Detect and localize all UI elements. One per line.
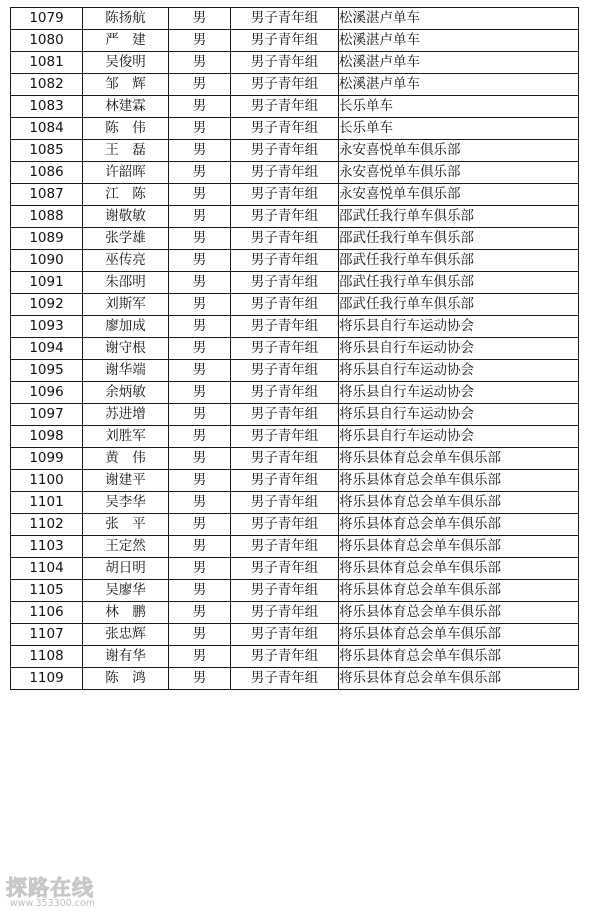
participant-name-cell: 严 建 (83, 30, 169, 52)
club-name-cell: 将乐县体育总会单车俱乐部 (339, 470, 579, 492)
bib-number-cell: 1081 (11, 52, 83, 74)
participant-name-cell: 吴李华 (83, 492, 169, 514)
club-name-cell: 将乐县体育总会单车俱乐部 (339, 558, 579, 580)
bib-number-cell: 1103 (11, 536, 83, 558)
participant-name-cell: 陈 伟 (83, 118, 169, 140)
club-name-cell: 将乐县自行车运动协会 (339, 338, 579, 360)
table-row (11, 228, 579, 250)
table-row (11, 580, 579, 602)
participant-name-cell: 胡日明 (83, 558, 169, 580)
bib-number-cell: 1105 (11, 580, 83, 602)
bib-number-cell: 1091 (11, 272, 83, 294)
age-group-cell: 男子青年组 (231, 624, 339, 646)
table-row (11, 448, 579, 470)
participant-name-cell: 巫传亮 (83, 250, 169, 272)
gender-cell: 男 (169, 558, 231, 580)
table-row (11, 272, 579, 294)
table-row (11, 360, 579, 382)
gender-cell: 男 (169, 184, 231, 206)
gender-cell: 男 (169, 96, 231, 118)
gender-cell: 男 (169, 668, 231, 690)
gender-cell: 男 (169, 316, 231, 338)
age-group-cell: 男子青年组 (231, 382, 339, 404)
club-name-cell: 将乐县自行车运动协会 (339, 404, 579, 426)
table-row (11, 162, 579, 184)
bib-number-cell: 1080 (11, 30, 83, 52)
gender-cell: 男 (169, 52, 231, 74)
table-row (11, 140, 579, 162)
participant-name-cell: 张学雄 (83, 228, 169, 250)
participant-table-body (11, 8, 579, 690)
watermark-url: www.353300.com (10, 898, 96, 909)
gender-cell: 男 (169, 514, 231, 536)
club-name-cell: 将乐县体育总会单车俱乐部 (339, 646, 579, 668)
age-group-cell: 男子青年组 (231, 338, 339, 360)
table-row (11, 426, 579, 448)
club-name-cell: 将乐县体育总会单车俱乐部 (339, 536, 579, 558)
bib-number-cell: 1107 (11, 624, 83, 646)
club-name-cell: 将乐县体育总会单车俱乐部 (339, 448, 579, 470)
participant-name-cell: 林 鹏 (83, 602, 169, 624)
gender-cell: 男 (169, 602, 231, 624)
participant-name-cell: 余炳敏 (83, 382, 169, 404)
gender-cell: 男 (169, 404, 231, 426)
club-name-cell: 将乐县体育总会单车俱乐部 (339, 514, 579, 536)
bib-number-cell: 1097 (11, 404, 83, 426)
participant-name-cell: 刘胜军 (83, 426, 169, 448)
bib-number-cell: 1092 (11, 294, 83, 316)
bib-number-cell: 1100 (11, 470, 83, 492)
age-group-cell: 男子青年组 (231, 558, 339, 580)
table-row (11, 184, 579, 206)
bib-number-cell: 1101 (11, 492, 83, 514)
table-row (11, 382, 579, 404)
bib-number-cell: 1093 (11, 316, 83, 338)
club-name-cell: 将乐县自行车运动协会 (339, 360, 579, 382)
watermark-logo: 探路在线 (6, 876, 94, 900)
club-name-cell: 邵武任我行单车俱乐部 (339, 272, 579, 294)
gender-cell: 男 (169, 294, 231, 316)
gender-cell: 男 (169, 382, 231, 404)
club-name-cell: 长乐单车 (339, 118, 579, 140)
participant-table (10, 7, 579, 690)
bib-number-cell: 1109 (11, 668, 83, 690)
table-row (11, 602, 579, 624)
table-row (11, 338, 579, 360)
participant-name-cell: 王定然 (83, 536, 169, 558)
club-name-cell: 长乐单车 (339, 96, 579, 118)
gender-cell: 男 (169, 8, 231, 30)
participant-name-cell: 张 平 (83, 514, 169, 536)
gender-cell: 男 (169, 228, 231, 250)
participant-name-cell: 苏进增 (83, 404, 169, 426)
registration-sheet (10, 7, 578, 690)
club-name-cell: 松溪湛卢单车 (339, 8, 579, 30)
age-group-cell: 男子青年组 (231, 250, 339, 272)
age-group-cell: 男子青年组 (231, 206, 339, 228)
table-row (11, 668, 579, 690)
age-group-cell: 男子青年组 (231, 470, 339, 492)
bib-number-cell: 1087 (11, 184, 83, 206)
table-row (11, 30, 579, 52)
table-row (11, 536, 579, 558)
gender-cell: 男 (169, 338, 231, 360)
club-name-cell: 邵武任我行单车俱乐部 (339, 294, 579, 316)
age-group-cell: 男子青年组 (231, 30, 339, 52)
age-group-cell: 男子青年组 (231, 580, 339, 602)
gender-cell: 男 (169, 536, 231, 558)
club-name-cell: 永安喜悦单车俱乐部 (339, 162, 579, 184)
table-row (11, 52, 579, 74)
table-row (11, 646, 579, 668)
gender-cell: 男 (169, 492, 231, 514)
participant-name-cell: 刘斯军 (83, 294, 169, 316)
bib-number-cell: 1104 (11, 558, 83, 580)
participant-name-cell: 谢华端 (83, 360, 169, 382)
age-group-cell: 男子青年组 (231, 140, 339, 162)
club-name-cell: 将乐县自行车运动协会 (339, 382, 579, 404)
bib-number-cell: 1088 (11, 206, 83, 228)
bib-number-cell: 1099 (11, 448, 83, 470)
age-group-cell: 男子青年组 (231, 316, 339, 338)
club-name-cell: 松溪湛卢单车 (339, 74, 579, 96)
club-name-cell: 永安喜悦单车俱乐部 (339, 140, 579, 162)
age-group-cell: 男子青年组 (231, 646, 339, 668)
bib-number-cell: 1083 (11, 96, 83, 118)
gender-cell: 男 (169, 118, 231, 140)
club-name-cell: 将乐县体育总会单车俱乐部 (339, 580, 579, 602)
club-name-cell: 将乐县自行车运动协会 (339, 316, 579, 338)
age-group-cell: 男子青年组 (231, 52, 339, 74)
participant-name-cell: 陈扬航 (83, 8, 169, 30)
age-group-cell: 男子青年组 (231, 184, 339, 206)
age-group-cell: 男子青年组 (231, 404, 339, 426)
age-group-cell: 男子青年组 (231, 668, 339, 690)
participant-name-cell: 张忠辉 (83, 624, 169, 646)
club-name-cell: 将乐县自行车运动协会 (339, 426, 579, 448)
table-row (11, 96, 579, 118)
participant-name-cell: 王 磊 (83, 140, 169, 162)
age-group-cell: 男子青年组 (231, 74, 339, 96)
table-row (11, 624, 579, 646)
table-row (11, 558, 579, 580)
table-row (11, 118, 579, 140)
bib-number-cell: 1098 (11, 426, 83, 448)
age-group-cell: 男子青年组 (231, 118, 339, 140)
participant-name-cell: 谢敬敏 (83, 206, 169, 228)
bib-number-cell: 1106 (11, 602, 83, 624)
gender-cell: 男 (169, 426, 231, 448)
bib-number-cell: 1108 (11, 646, 83, 668)
gender-cell: 男 (169, 646, 231, 668)
table-row (11, 8, 579, 30)
gender-cell: 男 (169, 140, 231, 162)
bib-number-cell: 1102 (11, 514, 83, 536)
gender-cell: 男 (169, 30, 231, 52)
gender-cell: 男 (169, 74, 231, 96)
table-row (11, 206, 579, 228)
gender-cell: 男 (169, 360, 231, 382)
club-name-cell: 将乐县体育总会单车俱乐部 (339, 668, 579, 690)
age-group-cell: 男子青年组 (231, 426, 339, 448)
bib-number-cell: 1084 (11, 118, 83, 140)
age-group-cell: 男子青年组 (231, 514, 339, 536)
participant-name-cell: 江 陈 (83, 184, 169, 206)
participant-name-cell: 邹 辉 (83, 74, 169, 96)
gender-cell: 男 (169, 162, 231, 184)
table-row (11, 294, 579, 316)
bib-number-cell: 1079 (11, 8, 83, 30)
age-group-cell: 男子青年组 (231, 96, 339, 118)
bib-number-cell: 1090 (11, 250, 83, 272)
participant-name-cell: 林建霖 (83, 96, 169, 118)
participant-name-cell: 许韶晖 (83, 162, 169, 184)
club-name-cell: 邵武任我行单车俱乐部 (339, 250, 579, 272)
age-group-cell: 男子青年组 (231, 492, 339, 514)
age-group-cell: 男子青年组 (231, 294, 339, 316)
bib-number-cell: 1096 (11, 382, 83, 404)
club-name-cell: 松溪湛卢单车 (339, 30, 579, 52)
participant-name-cell: 谢建平 (83, 470, 169, 492)
bib-number-cell: 1085 (11, 140, 83, 162)
table-row (11, 492, 579, 514)
table-row (11, 404, 579, 426)
club-name-cell: 永安喜悦单车俱乐部 (339, 184, 579, 206)
age-group-cell: 男子青年组 (231, 272, 339, 294)
gender-cell: 男 (169, 580, 231, 602)
bib-number-cell: 1094 (11, 338, 83, 360)
gender-cell: 男 (169, 624, 231, 646)
participant-name-cell: 朱邵明 (83, 272, 169, 294)
table-row (11, 470, 579, 492)
site-watermark (6, 872, 146, 912)
table-row (11, 514, 579, 536)
club-name-cell: 将乐县体育总会单车俱乐部 (339, 624, 579, 646)
participant-name-cell: 谢有华 (83, 646, 169, 668)
participant-name-cell: 吴廖华 (83, 580, 169, 602)
table-row (11, 250, 579, 272)
bib-number-cell: 1082 (11, 74, 83, 96)
table-row (11, 316, 579, 338)
gender-cell: 男 (169, 206, 231, 228)
age-group-cell: 男子青年组 (231, 8, 339, 30)
bib-number-cell: 1089 (11, 228, 83, 250)
club-name-cell: 将乐县体育总会单车俱乐部 (339, 492, 579, 514)
age-group-cell: 男子青年组 (231, 602, 339, 624)
participant-name-cell: 廖加成 (83, 316, 169, 338)
age-group-cell: 男子青年组 (231, 228, 339, 250)
table-row (11, 74, 579, 96)
club-name-cell: 松溪湛卢单车 (339, 52, 579, 74)
gender-cell: 男 (169, 470, 231, 492)
club-name-cell: 邵武任我行单车俱乐部 (339, 228, 579, 250)
age-group-cell: 男子青年组 (231, 162, 339, 184)
age-group-cell: 男子青年组 (231, 448, 339, 470)
gender-cell: 男 (169, 272, 231, 294)
age-group-cell: 男子青年组 (231, 360, 339, 382)
club-name-cell: 邵武任我行单车俱乐部 (339, 206, 579, 228)
gender-cell: 男 (169, 448, 231, 470)
bib-number-cell: 1086 (11, 162, 83, 184)
club-name-cell: 将乐县体育总会单车俱乐部 (339, 602, 579, 624)
participant-name-cell: 吴俊明 (83, 52, 169, 74)
age-group-cell: 男子青年组 (231, 536, 339, 558)
participant-name-cell: 陈 鸿 (83, 668, 169, 690)
participant-name-cell: 谢守根 (83, 338, 169, 360)
bib-number-cell: 1095 (11, 360, 83, 382)
participant-name-cell: 黄 伟 (83, 448, 169, 470)
gender-cell: 男 (169, 250, 231, 272)
